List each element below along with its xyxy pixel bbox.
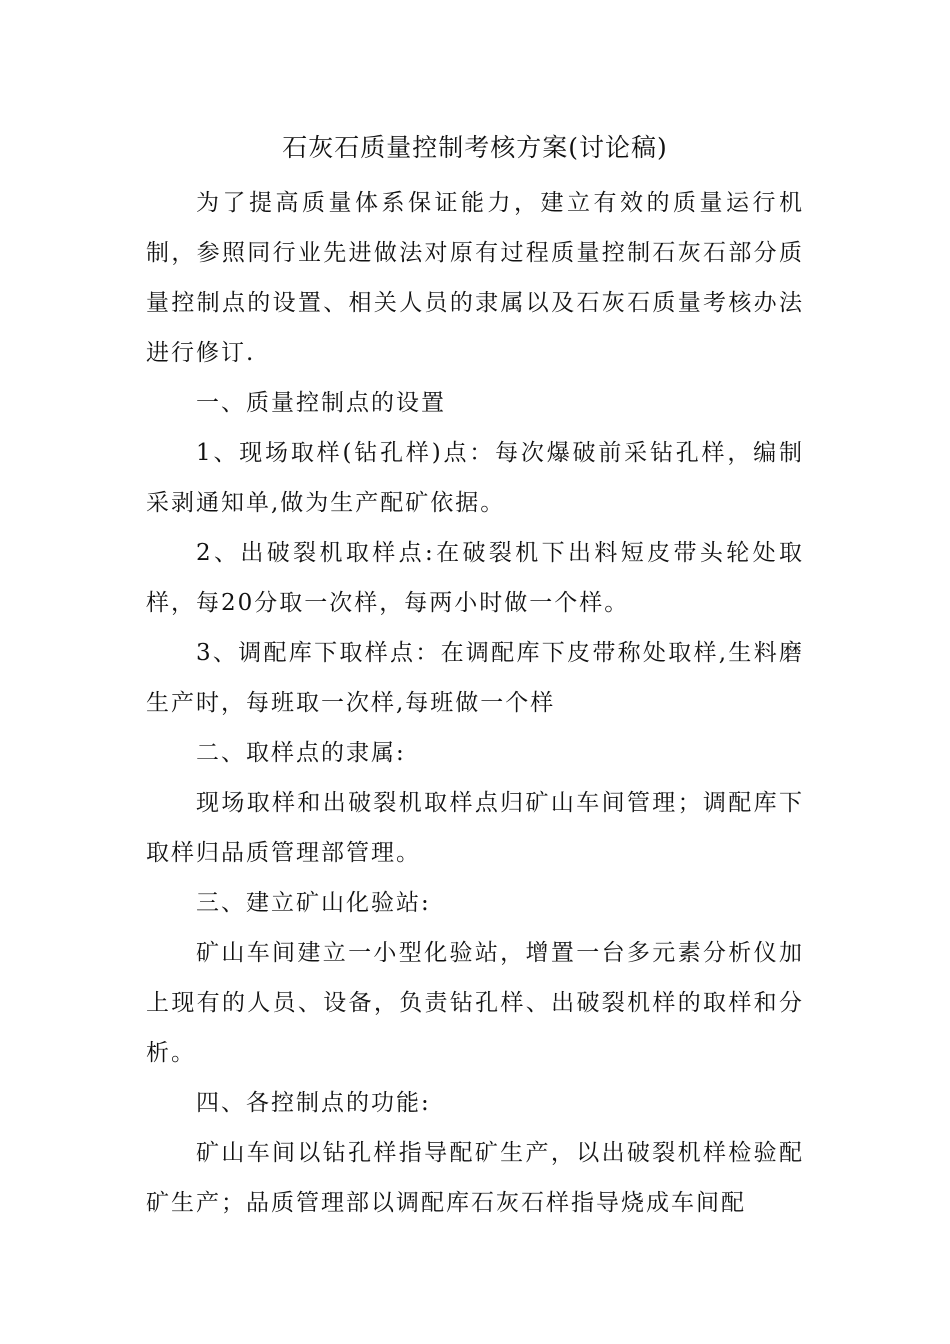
list-item-3: 3、调配库下取样点：在调配库下皮带称处取样,生料磨生产时，每班取一次样,每班做一个样 (146, 640, 804, 716)
section-4-paragraph: 矿山车间以钻孔样指导配矿生产，以出破裂机样检验配矿生产；品质管理部以调配库石灰石样指导烧成车间配 (146, 1140, 804, 1216)
section-3-paragraph: 矿山车间建立一小型化验站，增置一台多元素分析仪加上现有的人员、设备，负责钻孔样、出破裂机样的取样和分析。 (146, 940, 804, 1066)
section-heading-4: 四、各控制点的功能: (196, 1090, 431, 1116)
section-heading-1: 一、质量控制点的设置 (196, 390, 446, 416)
list-item-2: 2、出破裂机取样点:在破裂机下出料短皮带头轮处取样，每20分取一次样，每两小时做一个样。 (146, 540, 804, 616)
document-title: 石灰石质量控制考核方案(讨论稿) (282, 133, 668, 162)
document-body (146, 178, 804, 1228)
list-item-1: 1、现场取样(钻孔样)点：每次爆破前采钻孔样，编制采剥通知单,做为生产配矿依据。 (146, 440, 804, 516)
section-heading-3: 三、建立矿山化验站: (196, 890, 431, 916)
section-2-paragraph: 现场取样和出破裂机取样点归矿山车间管理；调配库下取样归品质管理部管理。 (146, 790, 804, 866)
section-heading-2: 二、取样点的隶属: (196, 740, 406, 766)
intro-paragraph: 为了提高质量体系保证能力，建立有效的质量运行机制，参照同行业先进做法对原有过程质量控制石灰石部分质量控制点的设置、相关人员的隶属以及石灰石质量考核办法进行修订. (146, 190, 804, 366)
